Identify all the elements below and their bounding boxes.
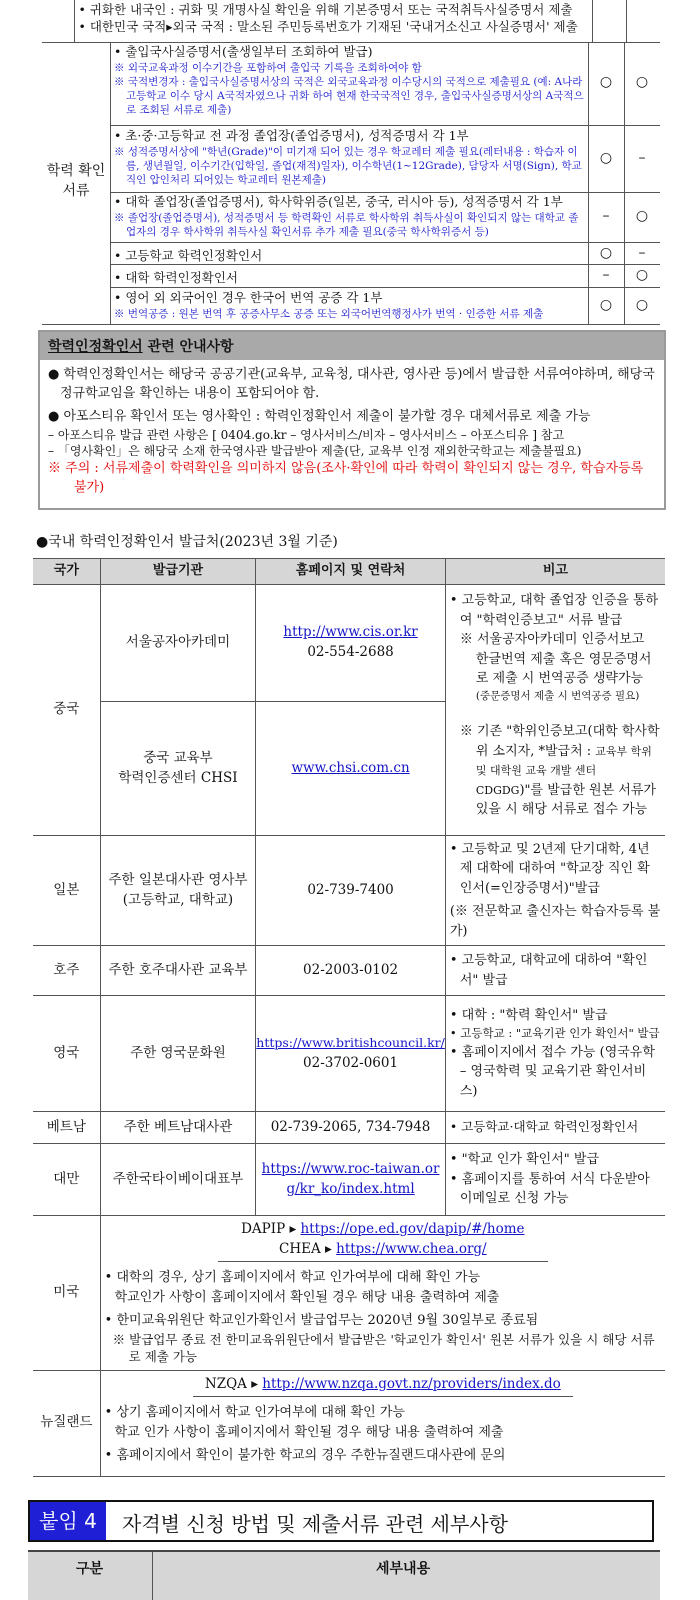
- china-remarks: • 고등학교, 대학 졸업장 인증을 통하여 "학력인증보고" 서류 발급 ※ 서울공자아카데미 인증서보고 한글번역 제출 혹은 영문증명서로 제출 시 번역공증 생략가능 (중문증명서 제출 시 번역공증 필요) ※ 기존 "학위인증보고(대학 학사학위 소지자, *발급처 : 교육부 학위 및 대학원 교육 개발 센터 CDGDG)"를 발급한 원본 서류가 있을 시 해당 서류로 접수 가능: [445, 585, 665, 836]
- university-records-main: • 대학 졸업장(졸업증명서), 학사학위증(일본, 중국, 러시아 등), 성적증명서 각 1부: [114, 194, 563, 209]
- issuer-uk: 주한 영국문화원: [100, 996, 256, 1112]
- univ-cert-mark-univ: ○: [635, 267, 649, 283]
- translation-row: [114, 290, 586, 321]
- country-japan: 일본: [33, 836, 100, 946]
- country-china: 중국: [33, 585, 100, 836]
- uk-link[interactable]: https://www.britishcouncil.kr/: [256, 1034, 445, 1050]
- issuer-row-usa: [33, 1216, 665, 1371]
- nzqa-link[interactable]: http://www.nzqa.govt.nz/providers/index.do: [262, 1375, 561, 1392]
- uk-phone: 02-3702-0601: [303, 1054, 399, 1071]
- japan-remark-1: • 고등학교 및 2년제 단기대학, 4년제 대학에 대하여 "학교장 직인 확인서(=인장증명서)"발급: [449, 841, 650, 896]
- nz-remark-1: • 상기 홈페이지에서 학교 인가여부에 대해 확인 가능: [104, 1405, 405, 1421]
- china-confucius-phone: 02-554-2688: [307, 644, 394, 660]
- entry-exit-row: [114, 44, 586, 118]
- hs-cert-mark-univ: –: [638, 245, 646, 261]
- university-records-mark-univ: ○: [635, 208, 649, 224]
- entry-exit-note-1: ※ 외국교육과정 이수기간을 포함하여 출입국 기록을 조회하여야 함: [114, 61, 422, 74]
- appendix-col-details: 세부내용: [376, 1561, 431, 1577]
- univ-cert-mark-hs: –: [602, 267, 610, 283]
- issuer-row-nz: [33, 1370, 665, 1476]
- notice-paragraph-2: ● 아포스티유 확인서 또는 영사확인 : 학력인정확인서 제출이 불가할 경우 대체서류로 제출 가능: [48, 408, 591, 424]
- nz-remark-2: • 홈페이지에서 확인이 불가한 학교의 경우 주한뉴질랜드대사관에 문의: [104, 1448, 506, 1464]
- header-issuer: 발급기관: [100, 559, 256, 585]
- appendix-table-header: [28, 1550, 660, 1600]
- usa-remark-2: • 한미교육위원단 학교인가확인서 발급업무는 2020년 9월 30일부로 종료됨: [104, 1313, 539, 1329]
- university-records-mark-hs: –: [602, 208, 610, 224]
- issuer-japan: 주한 일본대사관 영사부 (고등학교, 대학교): [100, 836, 256, 946]
- requirements-grid: [42, 42, 660, 324]
- issuer-china-chsi: 중국 교육부 학력인증센터 CHSI: [100, 702, 256, 836]
- issuer-row-taiwan: [33, 1144, 665, 1216]
- school-records-note: ※ 성적증명서상에 "학년(Grade)"이 미기재 되어 있는 경우 학교레터 제출 필요(레터내용 : 학습자 이름, 생년월일, 이수기간(입학일, 졸업(재적)일자), 이수학년(1~12Grade), 담당자 서명(Sign), 학교 직인 압인처리 되어있는 학교레터 원본제출): [114, 145, 582, 187]
- uk-remark-1: • 대학 : "학력 확인서" 발급: [449, 1007, 608, 1023]
- appendix-title: 자격별 신청 방법 및 제출서류 관련 세부사항: [122, 1512, 508, 1536]
- school-records-mark-hs: ○: [599, 150, 613, 166]
- australia-remark: • 고등학교, 대학교에 대하여 "확인서" 발급: [445, 946, 665, 996]
- school-records-mark-univ: –: [638, 150, 646, 166]
- appendix-col-category: 구분: [76, 1561, 104, 1577]
- naturalized-line: • 귀화한 내국인 : 귀화 및 개명사실 확인을 위해 기본증명서 또는 국적취득사실증명서 제출: [78, 2, 573, 17]
- australia-phone: 02-2003-0102: [256, 946, 446, 996]
- university-records-note: ※ 졸업장(졸업증명서), 성적증명서 등 학력확인 서류로 학사학위 취득사실이 확인되지 않는 대학교 졸업자의 경우 학사학위 취득사실 확인서류 추가 제출 필요(중국 학사학위증서 등): [114, 211, 579, 239]
- chea-link[interactable]: https://www.chea.org/: [336, 1240, 487, 1257]
- taiwan-remark-2: • 홈페이지를 통하여 서식 다운받아 이메일로 신청 가능: [449, 1171, 650, 1207]
- notice-paragraph-1: ● 학력인정확인서는 해당국 공공기관(교육부, 교육청, 대사관, 영사관 등)에서 발급한 서류여야하며, 해당국 정규학교임을 확인하는 내용이 포함되어야 함.: [48, 367, 655, 401]
- country-uk: 영국: [33, 996, 100, 1112]
- header-country: 국가: [33, 559, 100, 585]
- issuer-row-china-1: [33, 585, 665, 702]
- usa-remark-1b: 학교인가 사항이 홈페이지에서 확인될 경우 해당 내용 출력하여 제출: [114, 1289, 500, 1305]
- issuer-australia: 주한 호주대사관 교육부: [100, 946, 256, 996]
- university-records-row: [114, 194, 586, 239]
- academic-docs-label: 학력 확인 서류: [46, 163, 106, 199]
- china-chsi-link[interactable]: www.chsi.com.cn: [291, 759, 410, 776]
- issuer-subtitle: ●국내 학력인정확인서 발급처(2023년 3월 기준): [36, 534, 338, 550]
- japan-phone: 02-739-7400: [256, 836, 446, 946]
- issuer-vietnam: 주한 베트남대사관: [100, 1112, 256, 1144]
- vietnam-phone: 02-739-2065, 734-7948: [256, 1112, 446, 1144]
- translation-mark-hs: ○: [599, 297, 613, 313]
- country-australia: 호주: [33, 946, 100, 996]
- school-records-row: [114, 128, 586, 187]
- appendix-4-banner: [28, 1500, 654, 1542]
- issuer-row-uk: [33, 996, 665, 1112]
- country-taiwan: 대만: [33, 1144, 100, 1216]
- issuer-china-confucius: 서울공자아카데미: [100, 585, 256, 702]
- uk-remark-3: • 홈페이지에서 접수 가능 (영국유학 – 영국학력 및 교육기관 확인서비스): [449, 1044, 655, 1099]
- japan-remark-2: (※ 전문학교 출신자는 학습자등록 불가): [449, 904, 661, 939]
- entry-exit-mark-univ: ○: [635, 74, 649, 90]
- appendix-tag: 붙임 4: [30, 1502, 106, 1540]
- nationality-change-line: • 대한민국 국적▸외국 국적 : 말소된 주민등록번호가 기재된 '국내거소신고 사실증명서' 제출: [78, 18, 578, 34]
- nzqa-label: NZQA ▸: [204, 1375, 263, 1392]
- country-usa: 미국: [33, 1216, 100, 1371]
- notice-consular-line: – 「영사확인」은 해당국 소재 한국영사관 발급받아 제출(단, 교육부 인정 재외한국학교는 제출불필요): [48, 444, 582, 459]
- taiwan-link[interactable]: https://www.roc-taiwan.org/kr_ko/index.html: [261, 1160, 440, 1197]
- accreditation-notice-box: [38, 330, 666, 510]
- dapip-link[interactable]: https://ope.ed.gov/dapip/#/home: [300, 1221, 525, 1237]
- issuer-row-australia: [33, 946, 665, 996]
- issuer-row-vietnam: [33, 1112, 665, 1144]
- hs-cert-mark-hs: ○: [599, 245, 613, 261]
- hs-cert-row: • 고등학교 학력인정확인서: [114, 248, 263, 263]
- document-requirements-table: [42, 0, 660, 43]
- school-records-main: • 초·중·고등학교 전 과정 졸업장(졸업증명서), 성적증명서 각 1부: [114, 128, 469, 143]
- issuer-taiwan: 주한국타이베이대표부: [100, 1144, 256, 1216]
- entry-exit-mark-hs: ○: [599, 74, 613, 90]
- notice-title: 학력인정확인서 관련 안내사항: [40, 332, 664, 360]
- chea-label: CHEA ▸: [279, 1240, 337, 1257]
- notice-apostille-line: – 아포스티유 발급 관련 사항은 [ 0404.go.kr – 영사서비스/비자 – 영사서비스 – 아포스티유 ] 참고: [48, 427, 565, 442]
- translation-note: ※ 번역공증 : 원본 번역 후 공증사무소 공증 또는 외국어번역행정사가 번역 · 인증한 서류 제출: [114, 307, 544, 320]
- country-vietnam: 베트남: [33, 1112, 100, 1144]
- issuer-header-row: [33, 559, 665, 585]
- usa-remark-3: ※ 발급업무 종료 전 한미교육위원단에서 발급받은 '학교인가 확인서' 원본 서류가 있을 시 해당 서류로 제출 가능: [112, 1331, 655, 1365]
- taiwan-remark-1: • "학교 인가 확인서" 발급: [449, 1152, 600, 1168]
- entry-exit-main: • 출입국사실증명서(출생일부터 조회하여 발급): [114, 44, 373, 59]
- uk-remark-2: • 고등학교 : "교육기관 인가 확인서" 발급: [449, 1026, 660, 1041]
- univ-cert-row: • 대학 학력인정확인서: [114, 270, 238, 285]
- translation-mark-univ: ○: [635, 297, 649, 313]
- header-homepage: 홈페이지 및 연락처: [256, 559, 446, 585]
- vietnam-remark: • 고등학교·대학교 학력인정확인서: [445, 1112, 665, 1144]
- translation-main: • 영어 외 외국어인 경우 한국어 번역 공증 각 1부: [114, 290, 383, 305]
- country-nz: 뉴질랜드: [33, 1370, 100, 1476]
- china-confucius-link[interactable]: http://www.cis.or.kr: [283, 624, 418, 641]
- usa-remark-1: • 대학의 경우, 상기 홈페이지에서 학교 인가여부에 대해 확인 가능: [104, 1270, 481, 1286]
- issuer-table: [33, 558, 665, 1477]
- issuer-row-japan: [33, 836, 665, 946]
- notice-warning: ※ 주의 : 서류제출이 학력확인을 의미하지 않음(조사·확인에 따라 학력이 확인되지 않는 경우, 학습자등록 불가): [48, 461, 644, 495]
- dapip-label: DAPIP ▸: [241, 1221, 301, 1237]
- nz-remark-1b: 학교 인가 사항이 홈페이지에서 확인될 경우 해당 내용 출력하여 제출: [114, 1424, 504, 1440]
- entry-exit-note-2: ※ 국적변경자 : 출입국사실증명서상의 국적은 외국교육과정 이수당시의 국적으로 제출필요 (예: A나라 고등학교 이수 당시 A국적자였으나 귀화 하여 현재 한국국적인 경우, 출입국사실증명서상의 A국적으로 조회된 서류로 제출): [114, 76, 584, 117]
- header-remarks: 비고: [445, 559, 665, 585]
